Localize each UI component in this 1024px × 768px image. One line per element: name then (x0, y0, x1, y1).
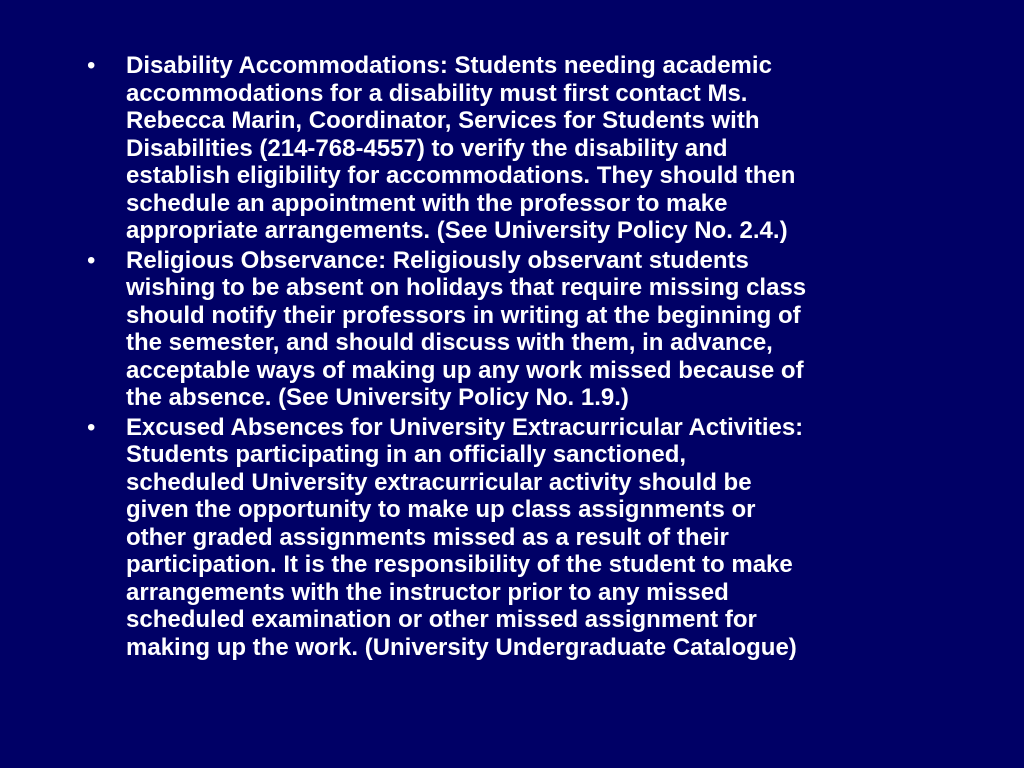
excused-absences-item (87, 414, 987, 662)
disability-accommodations-item (87, 52, 987, 245)
religious-observance-item (87, 247, 987, 412)
bullet-icon: • (87, 413, 96, 441)
excused-absences-text: Excused Absences for University Extracurricular Activities: Students participating in an officially sanctioned, scheduled University extracurricular activity should be given the opportunity to make up class assignments or other graded assignments missed as a result of their participation. It is the responsibility of the student to make arrangements with the instructor prior to any missed scheduled examination or other missed assignment for making up the work. (University Undergraduate Catalogue) (126, 413, 804, 661)
disability-accommodations-text: Disability Accommodations: Students needing academic accommodations for a disability must first contact Ms. Rebecca Marin, Coordinator, Services for Students with Disabilities (214-768-4557) to verify the disability and establish eligibility for accommodations. They should then schedule an appointment with the professor to make appropriate arrangements. (See University Policy No. 2.4.) (126, 52, 796, 244)
bullet-icon: • (87, 52, 96, 79)
religious-observance-text: Religious Observance: Religiously observant students wishing to be absent on holidays that require missing class should notify their professors in writing at the beginning of the semester, and should discuss with them, in advance, acceptable ways of making up any work missed because of the absence. (See University Policy No. 1.9.) (126, 246, 807, 411)
bullet-icon: • (87, 246, 96, 274)
policy-bullet-list (87, 52, 987, 661)
